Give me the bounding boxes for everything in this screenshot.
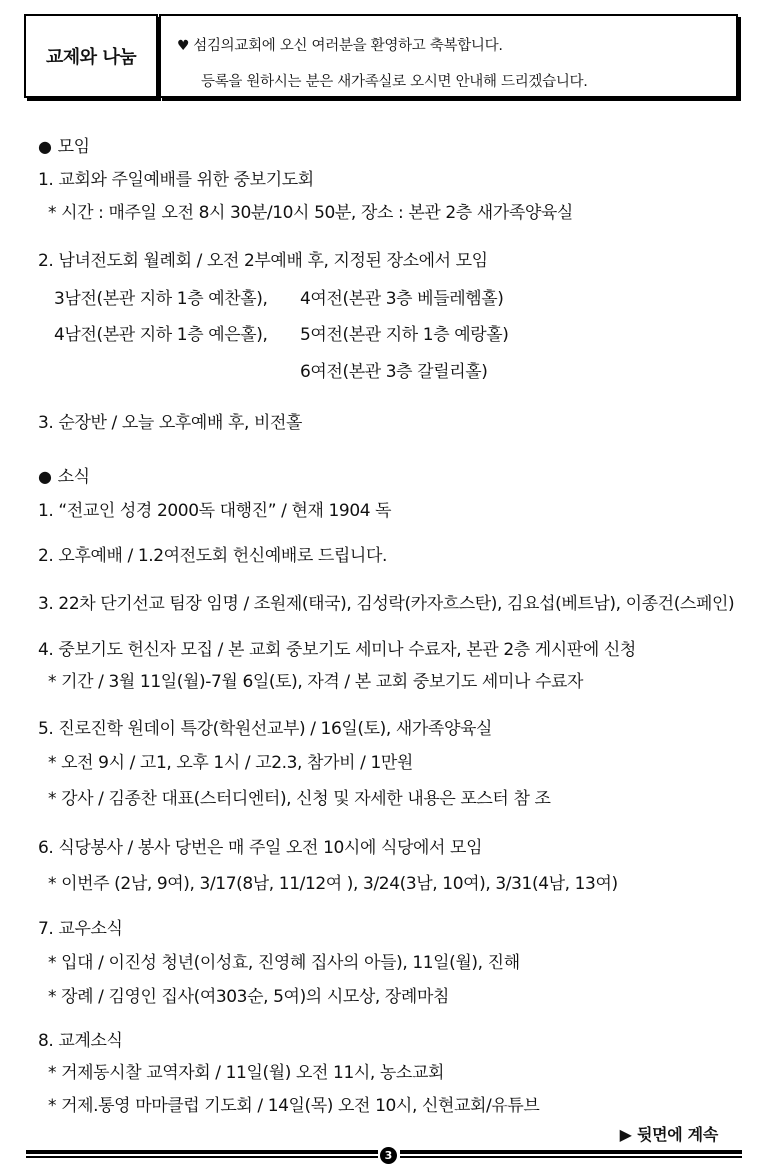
meetings-heading	[38, 132, 90, 157]
footer-rule-left	[26, 1150, 378, 1160]
header	[24, 14, 742, 98]
news-6-detail: * 이번주 (2남, 9여), 3/17(8남, 11/12여 ), 3/24(3남, 10여), 3/31(4남, 13여)	[48, 874, 618, 894]
meeting-2-location-5w: 5여전(본관 지하 1층 예랑홀)	[300, 325, 509, 345]
section-title: 교제와 나눔	[45, 47, 137, 68]
heart-icon: ♥	[177, 38, 190, 54]
meeting-2-location-6w: 6여전(본관 3층 갈릴리홀)	[300, 362, 488, 382]
footer-rule-right	[400, 1150, 742, 1160]
welcome-box	[159, 14, 738, 98]
news-7-title: 7. 교우소식	[38, 919, 123, 939]
bullet-icon: ●	[38, 467, 52, 486]
news-1: 1. “전교인 성경 2000독 대행진” / 현재 1904 독	[38, 501, 392, 521]
news-heading	[38, 462, 90, 487]
news-heading-text: 소식	[57, 467, 90, 487]
meeting-3-title: 3. 순장반 / 오늘 오후예배 후, 비전홀	[38, 413, 303, 433]
meeting-2-location-4m: 4남전(본관 지하 1층 예은홀),	[54, 325, 268, 345]
welcome-line-1	[177, 34, 503, 55]
news-5-detail-1: * 오전 9시 / 고1, 오후 1시 / 고2.3, 참가비 / 1만원	[48, 753, 413, 773]
news-8-title: 8. 교계소식	[38, 1031, 123, 1051]
bullet-icon: ●	[38, 137, 52, 156]
continue-note: ▶ 뒷면에 계속	[619, 1125, 718, 1144]
meeting-2-title: 2. 남녀전도회 월례회 / 오전 2부예배 후, 지정된 장소에서 모임	[38, 251, 488, 271]
welcome-text-1: 섬김의교회에 오신 여러분을 환영하고 축복합니다.	[193, 38, 503, 54]
meeting-2-location-4w: 4여전(본관 3층 베들레헴홀)	[300, 289, 504, 309]
footer-rule-thick	[400, 1150, 742, 1154]
meeting-1-detail: * 시간 : 매주일 오전 8시 30분/10시 50분, 장소 : 본관 2층 새가족양육실	[48, 203, 573, 223]
news-2: 2. 오후예배 / 1.2여전도회 헌신예배로 드립니다.	[38, 546, 387, 566]
meeting-2-location-3m: 3남전(본관 지하 1층 예찬홀),	[54, 289, 268, 309]
news-8-detail-2: * 거제.통영 마마클럽 기도회 / 14일(목) 오전 10시, 신현교회/유튜브	[48, 1096, 540, 1116]
news-5-detail-2: * 강사 / 김종찬 대표(스터디엔터), 신청 및 자세한 내용은 포스터 참 조	[48, 789, 551, 809]
news-6-title: 6. 식당봉사 / 봉사 당번은 매 주일 오전 10시에 식당에서 모임	[38, 838, 483, 858]
news-8-detail-1: * 거제동시찰 교역자회 / 11일(월) 오전 11시, 농소교회	[48, 1063, 444, 1083]
news-7-detail-2: * 장례 / 김영인 집사(여303순, 5여)의 시모상, 장례마침	[48, 987, 449, 1007]
meetings-heading-text: 모임	[57, 137, 90, 157]
footer-rule-thin	[26, 1156, 378, 1158]
news-4-title: 4. 중보기도 헌신자 모집 / 본 교회 중보기도 세미나 수료자, 본관 2층 게시판에 신청	[38, 640, 636, 660]
meeting-1-title: 1. 교회와 주일예배를 위한 중보기도회	[38, 170, 314, 190]
page-number-badge: 3	[380, 1147, 397, 1164]
section-title-box	[24, 14, 158, 98]
footer-rule-thin	[400, 1156, 742, 1158]
news-5-title: 5. 진로진학 원데이 특강(학원선교부) / 16일(토), 새가족양육실	[38, 719, 493, 739]
news-3: 3. 22차 단기선교 팀장 임명 / 조원제(태국), 김성락(카자흐스탄), 김요섭(베트남), 이종건(스페인)	[38, 594, 735, 614]
welcome-line-2: 등록을 원하시는 분은 새가족실로 오시면 안내해 드리겠습니다.	[201, 74, 588, 90]
footer-rule-thick	[26, 1150, 378, 1154]
news-7-detail-1: * 입대 / 이진성 청년(이성효, 진영혜 집사의 아들), 11일(월), 진해	[48, 953, 520, 973]
news-4-detail: * 기간 / 3월 11일(월)-7월 6일(토), 자격 / 본 교회 중보기도 세미나 수료자	[48, 672, 584, 692]
